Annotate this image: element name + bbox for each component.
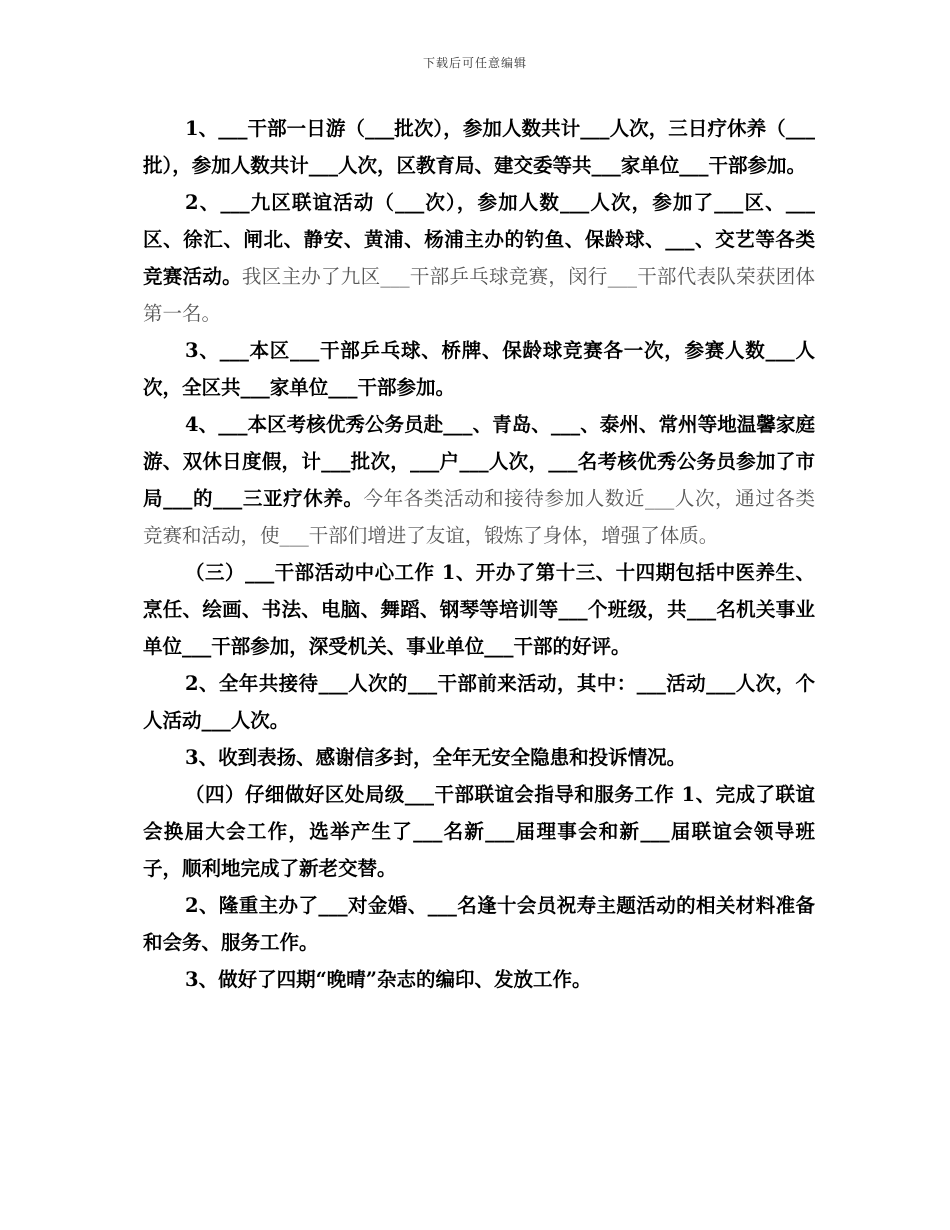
paragraph-2-light: 我区主办了九区___干部乒乓球竞赛，闵行___干部代表队荣获团体第一名。: [143, 265, 815, 325]
document-body: [143, 110, 815, 998]
paragraph-8-bold: （四）仔细做好区处局级___干部联谊会指导和服务工作 1、完成了联谊会换届大会工作，选举产生了___名新___届理事会和新___届联谊会领导班子，顺利地完成了新老交替。: [143, 783, 815, 880]
paragraph-2-bold: 2、___九区联谊活动（___次），参加人数___人次，参加了___区、___区、徐汇、闸北、静安、黄浦、杨浦主办的钓鱼、保龄球、___、交艺等各类竞赛活动。: [143, 191, 815, 288]
paragraph-1-bold: 1、___干部一日游（___批次），参加人数共计___人次，三日疗休养（___批），参加人数共计___人次，区教育局、建交委等共___家单位___干部参加。: [143, 117, 815, 177]
paragraph-3: [143, 332, 815, 406]
paragraph-8: [143, 776, 815, 887]
paragraph-9: [143, 887, 815, 961]
paragraph-1: [143, 110, 815, 184]
paragraph-10-bold: 3、做好了四期“晚晴”杂志的编印、发放工作。: [185, 968, 592, 991]
paragraph-9-bold: 2、隆重主办了___对金婚、___名逢十会员祝寿主题活动的相关材料准备和会务、服务工作。: [143, 894, 815, 954]
paragraph-3-bold: 3、___本区___干部乒乓球、桥牌、保龄球竞赛各一次，参赛人数___人次，全区共___家单位___干部参加。: [143, 339, 815, 399]
paragraph-5-bold: （三）___干部活动中心工作 1、开办了第十三、十四期包括中医养生、烹任、绘画、书法、电脑、舞蹈、钢琴等培训等___个班级，共___名机关事业单位___干部参加，深受机关、事业单位___干部的好评。: [143, 561, 815, 658]
paragraph-5: [143, 554, 815, 665]
paragraph-6: [143, 665, 815, 739]
paragraph-7: [143, 739, 815, 776]
paragraph-4-light: 今年各类活动和接待参加人数近___人次，通过各类竞赛和活动，使___干部们增进了友谊，锻炼了身体，增强了体质。: [143, 487, 815, 547]
paragraph-7-bold: 3、收到表扬、感谢信多封，全年无安全隐患和投诉情况。: [185, 746, 687, 769]
paragraph-10: [143, 961, 815, 998]
page-header: 下载后可任意编辑: [422, 56, 527, 70]
paragraph-6-bold: 2、全年共接待___人次的___干部前来活动，其中：___活动___人次，个人活动___人次。: [143, 672, 815, 732]
paragraph-4-bold: 4、___本区考核优秀公务员赴___、青岛、___、泰州、常州等地温馨家庭游、双休日度假，计___批次，___户___人次，___名考核优秀公务员参加了市局___的___三亚疗休养。: [143, 413, 815, 510]
paragraph-4: [143, 406, 815, 554]
paragraph-2: [143, 184, 815, 332]
